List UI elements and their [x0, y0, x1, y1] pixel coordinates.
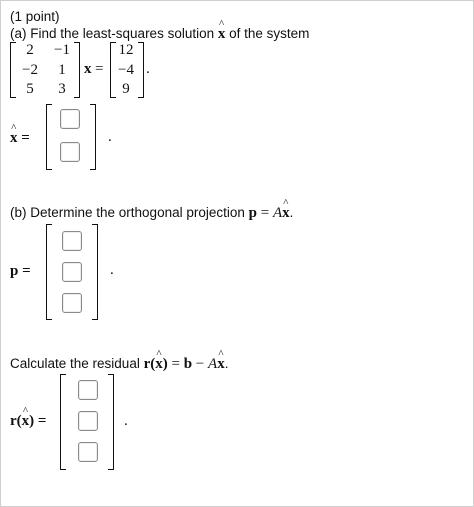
xhat-left-bracket [46, 104, 52, 170]
r-right-bracket [108, 374, 114, 470]
part-b-period: . [289, 205, 294, 220]
r-entry-1-input[interactable] [78, 380, 98, 400]
residual-period: . [224, 356, 229, 371]
p-left-bracket [46, 224, 52, 320]
xhat-entry-2-input[interactable] [60, 142, 80, 162]
r-entry-3-input[interactable] [78, 442, 98, 462]
vector-b-cell: 12 [118, 42, 134, 58]
part-a-prompt-tail: of the system [225, 26, 310, 41]
equals-sign: = [34, 413, 47, 429]
r-left-bracket [60, 374, 66, 470]
xhat-answer-period: . [108, 129, 112, 145]
b-symbol: b [183, 356, 193, 372]
equals-sign: = [167, 356, 184, 372]
system-period: . [146, 61, 150, 77]
xhat-entry-1-input[interactable] [60, 109, 80, 129]
xhat-symbol: ^ x [155, 356, 163, 373]
matrix-a-right-bracket [74, 42, 80, 98]
points-label: (1 point) [10, 9, 60, 24]
part-b-prompt [10, 205, 293, 222]
matrix-a-cell: −1 [54, 42, 70, 58]
a-symbol: A [208, 356, 218, 372]
p-entry-2-input[interactable] [62, 262, 82, 282]
equals-sign: = [95, 61, 104, 77]
minus-sign: − [192, 356, 209, 372]
residual-prompt-text: Calculate the residual [10, 356, 144, 371]
r-symbol: r( [143, 356, 156, 372]
matrix-a-cell: −2 [22, 62, 38, 78]
equals-sign: = [256, 205, 273, 221]
p-symbol: p [10, 263, 19, 279]
residual-prompt [10, 356, 228, 373]
vector-b-right-bracket [138, 42, 144, 98]
p-entry-1-input[interactable] [62, 231, 82, 251]
xhat-answer-label [10, 130, 30, 147]
x-vector-symbol: x [84, 61, 92, 77]
r-answer-period: . [124, 413, 128, 429]
xhat-right-bracket [90, 104, 96, 170]
equals-sign: = [17, 130, 30, 146]
p-answer-label [10, 263, 31, 280]
vector-b-cell: 9 [122, 81, 130, 97]
xhat-symbol: ^ x [218, 26, 226, 43]
p-entry-3-input[interactable] [62, 293, 82, 313]
r-symbol: r( [10, 413, 22, 429]
matrix-a-cell: 2 [26, 42, 34, 58]
xhat-symbol: ^ x [217, 356, 225, 373]
xhat-symbol: ^ x [22, 413, 30, 430]
equals-sign: = [18, 263, 31, 279]
xhat-symbol: ^ x [282, 205, 290, 222]
r-close-paren: ) [162, 356, 168, 372]
r-entry-2-input[interactable] [78, 411, 98, 431]
matrix-a-cell: 1 [58, 62, 66, 78]
p-right-bracket [92, 224, 98, 320]
matrix-a-cell: 5 [26, 81, 34, 97]
part-a-prompt-text: (a) Find the least-squares solution [10, 26, 218, 41]
part-b-prompt-text: (b) Determine the orthogonal projection [10, 205, 249, 220]
a-symbol: A [272, 205, 283, 221]
vector-b-cell: −4 [118, 62, 134, 78]
xhat-symbol: ^ x [10, 130, 18, 147]
r-answer-label [10, 413, 46, 430]
part-a-prompt [10, 26, 309, 43]
matrix-a-cell: 3 [58, 81, 66, 97]
r-close-paren: ) [29, 413, 35, 429]
p-answer-period: . [110, 262, 114, 278]
p-symbol: p [248, 205, 257, 221]
